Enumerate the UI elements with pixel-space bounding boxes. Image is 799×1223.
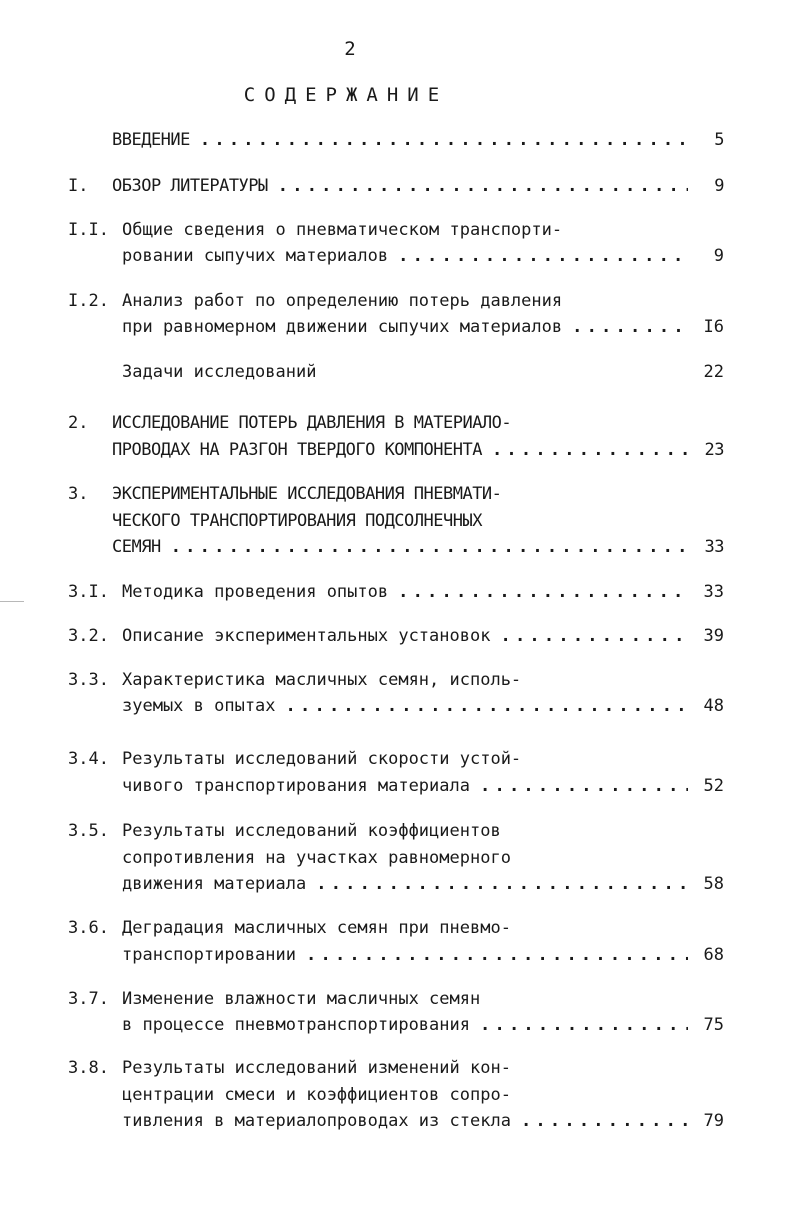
toc-entry-title: Описание экспериментальных установок [122, 626, 491, 646]
toc-entry-number: 3.5. [68, 821, 109, 841]
dot-leader [286, 694, 688, 718]
toc-page-number: 48 [703, 696, 724, 716]
dot-leader [398, 244, 688, 268]
toc-page-number: I6 [703, 317, 724, 337]
toc-entry-number: I. [68, 176, 89, 196]
dot-leader [278, 174, 688, 198]
toc-page-number: 5 [714, 130, 724, 150]
toc-page-number: 9 [713, 246, 724, 266]
dot-leader [500, 624, 688, 648]
toc-entry-title: ВВЕДЕНИЕ [112, 130, 190, 150]
dot-leader [316, 872, 688, 896]
page-title: СОДЕРЖАНИЕ [243, 84, 449, 106]
toc-entry-number: 3. [68, 484, 89, 504]
toc-entry-title-line: чивого транспортирования материала [122, 776, 470, 796]
toc-entry-title-line: центрации смеси и коэффициентов сопро- [122, 1085, 511, 1105]
toc-entry-number: 3.7. [68, 989, 109, 1009]
toc-entry-number: I.I. [68, 220, 109, 240]
toc-page-number: 23 [704, 440, 724, 460]
dot-leader [572, 315, 688, 339]
page-number: 2 [344, 38, 356, 60]
toc-page-number: 39 [703, 626, 724, 646]
toc-entry-number: 3.8. [68, 1058, 109, 1078]
toc-entry-title-line: движения материала [122, 874, 307, 894]
toc-page-number: 79 [703, 1111, 724, 1131]
toc-entry-title-line: Общие сведения о пневматическом транспорти- [122, 220, 563, 240]
toc-entry-title-line: сопротивления на участках равномерного [122, 848, 511, 868]
dot-leader [171, 535, 688, 559]
toc-entry-title-line: при равномерном движении сыпучих материалов [122, 317, 563, 337]
toc-entry-title: Задачи исследований [122, 362, 317, 382]
dot-leader [480, 1013, 688, 1037]
dot-leader [306, 943, 688, 967]
dot-leader [480, 774, 688, 798]
toc-page-number: 9 [714, 176, 724, 196]
toc-page-number: 22 [703, 362, 724, 382]
toc-entry-title-line: Анализ работ по определению потерь давления [122, 291, 563, 311]
toc-entry-title-line: СЕМЯН [112, 537, 161, 557]
toc-entry-number: 3.6. [68, 918, 109, 938]
toc-entry-number: I.2. [68, 291, 109, 311]
toc-entry-title-line: ЧЕСКОГО ТРАНСПОРТИРОВАНИЯ ПОДСОЛНЕЧНЫХ [112, 511, 482, 531]
toc-entry-title-line: Результаты исследований коэффициентов [122, 821, 501, 841]
dot-leader [200, 128, 688, 152]
toc-page-number: 58 [703, 874, 724, 894]
toc-entry-title-line: ПРОВОДАХ НА РАЗГОН ТВЕРДОГО КОМПОНЕНТА [112, 440, 482, 460]
toc-entry-number: 3.2. [68, 626, 109, 646]
toc-entry-title: Методика проведения опытов [122, 582, 389, 602]
toc-entry-title-line: тивления в материалопроводах из стекла [122, 1111, 511, 1131]
toc-entry-title-line: Изменение влажности масличных семян [122, 989, 481, 1009]
toc-page-number: 75 [703, 1015, 724, 1035]
toc-entry-title-line: в процессе пневмотранспортирования [122, 1015, 470, 1035]
toc-entry-title-line: зуемых в опытах [122, 696, 276, 716]
toc-entry-title-line: ровании сыпучих материалов [122, 246, 389, 266]
dot-leader [398, 580, 688, 604]
toc-entry-title: ОБЗОР ЛИТЕРАТУРЫ [112, 176, 268, 196]
toc-page-number: 52 [703, 776, 724, 796]
toc-entry-title-line: Результаты исследований скорости устой- [122, 749, 522, 769]
toc-page-number: 68 [703, 945, 724, 965]
toc-entry-number: 3.3. [68, 670, 109, 690]
scan-margin-mark [0, 601, 24, 602]
toc-entry-number: 3.I. [68, 582, 109, 602]
toc-entry-title-line: Деградация масличных семян при пневмо- [122, 918, 511, 938]
toc-entry-title-line: Результаты исследований изменений кон- [122, 1058, 511, 1078]
dot-leader [492, 438, 688, 462]
toc-entry-title-line: ЭКСПЕРИМЕНТАЛЬНЫЕ ИССЛЕДОВАНИЯ ПНЕВМАТИ- [112, 484, 502, 504]
toc-entry-title-line: ИССЛЕДОВАНИЕ ПОТЕРЬ ДАВЛЕНИЯ В МАТЕРИАЛО- [112, 413, 512, 433]
toc-entry-number: 2. [68, 413, 89, 433]
toc-entry-title-line: транспортировании [122, 945, 296, 965]
toc-entry-number: 3.4. [68, 749, 109, 769]
toc-page-number: 33 [703, 582, 724, 602]
dot-leader [521, 1109, 688, 1133]
toc-page-number: 33 [704, 537, 724, 557]
toc-entry-title-line: Характеристика масличных семян, исполь- [122, 670, 522, 690]
